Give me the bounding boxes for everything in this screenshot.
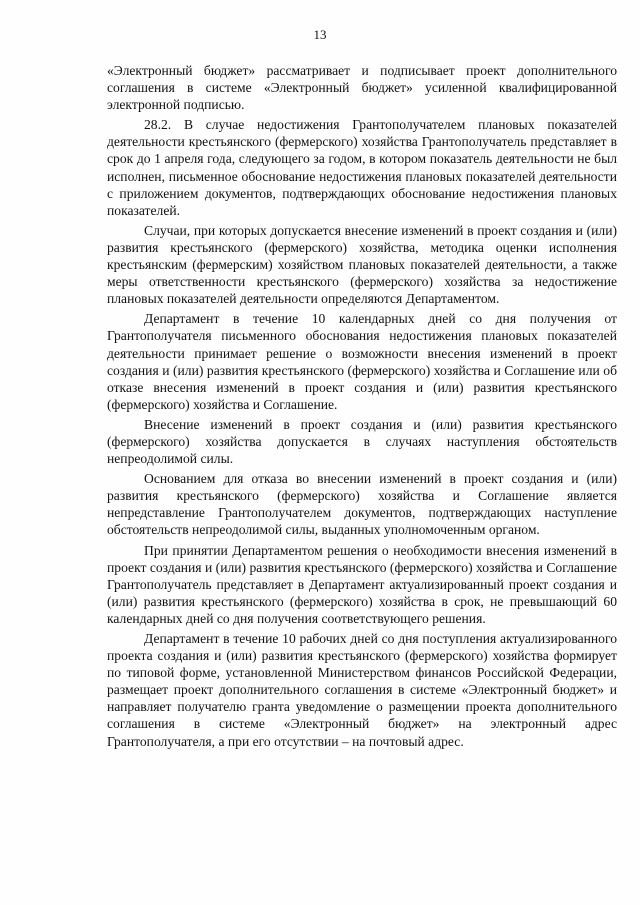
paragraph-continuation: «Электронный бюджет» рассматривает и подписывает проект дополнительного соглашения в системе «Электронный бюджет» усиленной квалифицированной электронной подписью. [107, 63, 617, 113]
paragraph-updated-project: При принятии Департаментом решения о необходимости внесения изменений в проект создания и (или) развития крестьянского (фермерского) хозяйства и Соглашение Грантополучатель представляет в Департамент актуализированный проект создания и (или) развития крестьянского (фермерского) хозяйства в срок, не превышающий 60 календарных дней со дня получения соответствующего решения. [107, 542, 617, 626]
paragraph-department-decision: Департамент в течение 10 календарных дней со дня получения от Грантополучателя письменного обоснования недостижения плановых показателей деятельности принимает решение о возможности внесения изменений в проект создания и (или) развития крестьянского (фермерского) хозяйства и Соглашение или об отказе внесения изменений в проект создания и (или) развития крестьянского (фермерского) хозяйства и Соглашение. [107, 311, 617, 412]
paragraph-28-2: 28.2. В случае недостижения Грантополучателем плановых показателей деятельности крестьянского (фермерского) хозяйства Грантополучатель представляет в срок до 1 апреля года, следующего за годом, в котором показатель деятельности не был исполнен, письменное обоснование недостижения плановых показателей деятельности с приложением документов, подтверждающих обоснование недостижения плановых показателей. [107, 117, 617, 218]
page-number: 13 [313, 27, 327, 42]
paragraph-refusal-basis: Основанием для отказа во внесении изменений в проект создания и (или) развития крестьянского (фермерского) хозяйства и Соглашение является непредставление Грантополучателем документов, подтверждающих наступление обстоятельств непреодолимой силы, выданных уполномоченным органом. [107, 471, 617, 538]
paragraph-force-majeure: Внесение изменений в проект создания и (или) развития крестьянского (фермерского) хозяйства допускается в случаях наступления обстоятельств непреодолимой силы. [107, 416, 617, 467]
paragraph-additional-agreement: Департамент в течение 10 рабочих дней со дня поступления актуализированного проекта создания и (или) развития крестьянского (фермерского) хозяйства формирует по типовой форме, установленной Министерством финансов Российской Федерации, размещает проект дополнительного соглашения в системе «Электронный бюджет» и направляет получателю гранта уведомление о размещении проекта дополнительного соглашения в системе «Электронный бюджет» на электронный адрес Грантополучателя, а при его отсутствии – на почтовый адрес. [107, 631, 617, 749]
document-body [107, 62, 617, 753]
paragraph-cases: Случаи, при которых допускается внесение изменений в проект создания и (или) развития крестьянского (фермерского) хозяйства, методика оценки исполнения крестьянским (фермерским) хозяйством плановых показателей деятельности, а также меры ответственности крестьянского (фермерского) хозяйства за недостижение плановых показателей деятельности определяются Департаментом. [107, 222, 617, 307]
